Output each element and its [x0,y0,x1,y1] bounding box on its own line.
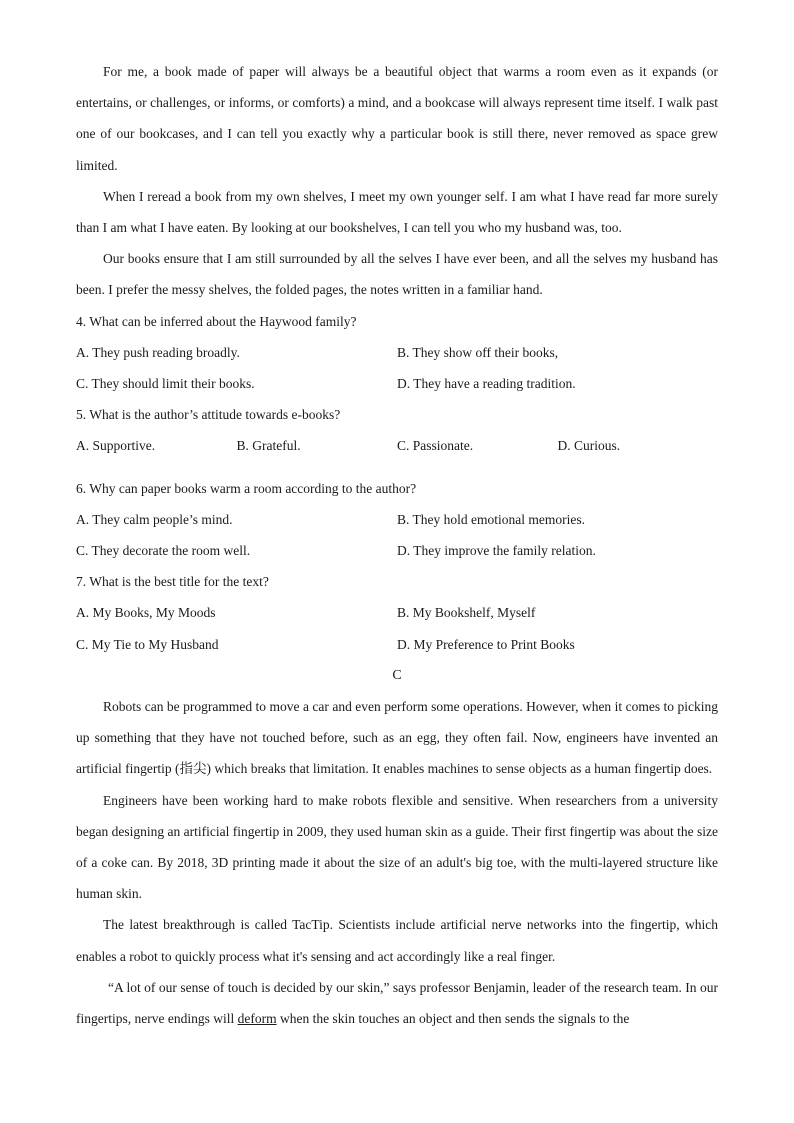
question-4-option-a[interactable]: A. They push reading broadly. [76,344,240,360]
question-6-option-d[interactable]: D. They improve the family relation. [397,543,596,559]
question-5-option-b[interactable]: B. Grateful. [236,438,301,454]
question-7-stem: 7. What is the best title for the text? [76,574,269,590]
passage-paragraph: Our books ensure that I am still surrounded by all the selves I have ever been, and all the selves my husband has been. I prefer the messy shelves, the folded pages, the notes written in a familiar hand. [76,251,718,298]
question-4-option-d[interactable]: D. They have a reading tradition. [397,376,576,392]
question-6-options-row-2 [76,535,718,566]
passage-paragraph: When I reread a book from my own shelves, I meet my own younger self. I am what I have read far more surely than I am what I have eaten. By looking at our bookshelves, I can tell you who my husband was, too. [76,188,718,236]
question-6-options-row-1 [76,504,718,535]
question-4-options-row-1 [76,337,718,368]
question-5-stem: 5. What is the author’s attitude towards e-books? [76,407,341,423]
section-c-paragraph: Engineers have been working hard to make robots flexible and sensitive. When researchers from a university began designing an artificial fingertip in 2009, they used human skin as a guide. Their first fingertip was about the size of a coke can. By 2018, 3D printing made it about the size of an adult's big toe, with the multi-layered structure like human skin. [76,792,718,902]
question-6-option-a[interactable]: A. They calm people’s mind. [76,511,233,527]
section-c-paragraph-last [76,972,718,1034]
document-page [76,56,718,1034]
question-7-option-d[interactable]: D. My Preference to Print Books [397,636,575,652]
question-7-options-row-1 [76,597,718,628]
paragraph-text-after: when the skin touches an object and then sends the signals to the [276,1011,630,1027]
section-c-paragraph: The latest breakthrough is called TacTip. Scientists include artificial nerve networks into the fingertip, which enables a robot to quickly process what it's sensing and act accordingly like a real finger. [76,917,718,964]
question-4-stem: 4. What can be inferred about the Haywood family? [76,313,357,329]
section-c-title: C [392,667,402,683]
question-4-options-row-2 [76,368,718,399]
question-4-option-c[interactable]: C. They should limit their books. [76,376,255,392]
question-5-options-row [76,430,718,461]
section-c-paragraph: Robots can be programmed to move a car and even perform some operations. However, when it comes to picking up something that they have not touched before, such as an egg, they often fail. Now, engineers have invented an artificial fingertip (指尖) which breaks that limitation. It enables machines to sense objects as a human fingertip does. [76,699,718,777]
question-4-option-b[interactable]: B. They show off their books, [397,344,559,360]
underlined-word: deform [237,1011,277,1027]
question-6-option-b[interactable]: B. They hold emotional memories. [397,511,585,527]
question-6-option-c[interactable]: C. They decorate the room well. [76,543,251,559]
question-7-option-c[interactable]: C. My Tie to My Husband [76,636,219,652]
passage-paragraph: For me, a book made of paper will always be a beautiful object that warms a room even as it expands (or entertains, or challenges, or informs, or comforts) a mind, and a bookcase will always represent time itself. I walk past one of our bookcases, and I can tell you exactly why a particular book is still there, never removed as space grew limited. [76,64,718,173]
question-7-option-a[interactable]: A. My Books, My Moods [76,605,216,621]
question-7-option-b[interactable]: B. My Bookshelf, Myself [397,605,536,621]
question-5-option-d[interactable]: D. Curious. [557,438,621,454]
question-6-stem: 6. Why can paper books warm a room according to the author? [76,480,417,496]
question-5-option-c[interactable]: C. Passionate. [397,438,474,454]
question-7-options-row-2 [76,629,718,660]
paragraph-text-before: “A lot of our sense of touch is decided by our skin,” says professor Benjamin, leader of the research team. In our fingertips, nerve endings will [76,979,718,1027]
question-5-option-a[interactable]: A. Supportive. [76,438,156,454]
